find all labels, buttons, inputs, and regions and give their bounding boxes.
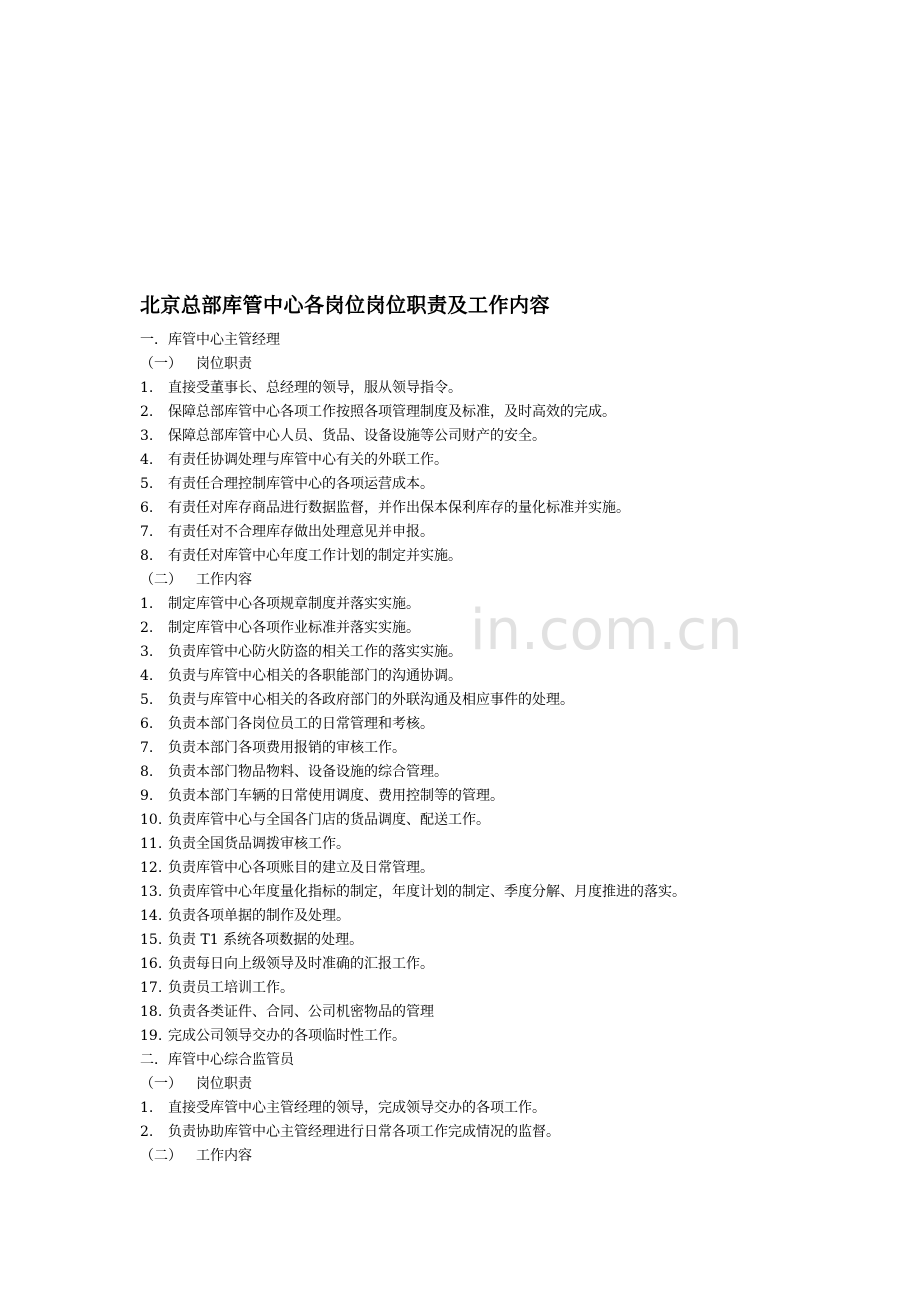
- list-item: [140, 472, 900, 496]
- list-item-number: 3.: [140, 644, 154, 660]
- list-item-text: 负责库管中心与全国各门店的货品调度、配送工作。: [168, 812, 490, 828]
- list-item: [140, 976, 900, 1000]
- list-item-number: 8.: [140, 764, 154, 780]
- list-item: [140, 880, 900, 904]
- list-item-text: 负责每日向上级领导及时准确的汇报工作。: [168, 956, 434, 972]
- list-item: [140, 640, 900, 664]
- list-item-text: 有责任对库管中心年度工作计划的制定并实施。: [168, 548, 462, 564]
- list-item-text: 保障总部库管中心各项工作按照各项管理制度及标准，及时高效的完成。: [168, 404, 616, 420]
- list-item-text: 负责全国货品调拨审核工作。: [168, 836, 350, 852]
- list-item-number: 1.: [140, 1100, 154, 1116]
- subsection-heading-text: 岗位职责: [196, 356, 252, 372]
- subsection-heading: [140, 1072, 900, 1096]
- list-item-text: 负责库管中心各项账目的建立及日常管理。: [168, 860, 434, 876]
- list-item-text: 有责任对不合理库存做出处理意见并申报。: [168, 524, 434, 540]
- list-item-number: 5.: [140, 476, 154, 492]
- list-item-text: 负责 T1 系统各项数据的处理。: [168, 932, 364, 948]
- list-item-text: 负责协助库管中心主管经理进行日常各项工作完成情况的监督。: [168, 1124, 560, 1140]
- list-item-text: 负责本部门物品物料、设备设施的综合管理。: [168, 764, 448, 780]
- list-item: [140, 1024, 900, 1048]
- list-item: [140, 424, 900, 448]
- list-item-text: 制定库管中心各项作业标准并落实实施。: [168, 620, 420, 636]
- document-body: [140, 328, 900, 1168]
- subsection-label: （一）: [140, 1076, 182, 1092]
- list-item-number: 2.: [140, 1124, 154, 1140]
- list-item: [140, 688, 900, 712]
- subsection-label: （一）: [140, 356, 182, 372]
- list-item-text: 负责各类证件、合同、公司机密物品的管理: [168, 1004, 434, 1020]
- list-item-number: 4.: [140, 668, 154, 684]
- list-item: [140, 592, 900, 616]
- list-item: [140, 760, 900, 784]
- list-item-text: 负责与库管中心相关的各政府部门的外联沟通及相应事件的处理。: [168, 692, 574, 708]
- list-item-number: 10.: [140, 812, 163, 828]
- section-heading-text: 一．库管中心主管经理: [140, 332, 280, 348]
- list-item: [140, 1096, 900, 1120]
- list-item-number: 4.: [140, 452, 154, 468]
- list-item: [140, 544, 900, 568]
- section-heading: [140, 1048, 900, 1072]
- list-item-number: 15.: [140, 932, 163, 948]
- list-item: [140, 664, 900, 688]
- list-item-number: 17.: [140, 980, 163, 996]
- list-item-text: 保障总部库管中心人员、货品、设备设施等公司财产的安全。: [168, 428, 546, 444]
- list-item-text: 有责任合理控制库管中心的各项运营成本。: [168, 476, 434, 492]
- list-item-number: 1.: [140, 596, 154, 612]
- list-item: [140, 904, 900, 928]
- list-item-text: 有责任对库存商品进行数据监督，并作出保本保利库存的量化标准并实施。: [168, 500, 630, 516]
- list-item-number: 7.: [140, 524, 154, 540]
- list-item-number: 9.: [140, 788, 154, 804]
- subsection-heading: [140, 1144, 900, 1168]
- list-item-number: 18.: [140, 1004, 163, 1020]
- list-item-number: 8.: [140, 548, 154, 564]
- list-item: [140, 400, 900, 424]
- list-item-number: 2.: [140, 404, 154, 420]
- list-item: [140, 784, 900, 808]
- list-item-text: 完成公司领导交办的各项临时性工作。: [168, 1028, 406, 1044]
- list-item-number: 5.: [140, 692, 154, 708]
- list-item-number: 6.: [140, 500, 154, 516]
- list-item: [140, 448, 900, 472]
- list-item-text: 负责本部门车辆的日常使用调度、费用控制等的管理。: [168, 788, 504, 804]
- list-item-text: 负责与库管中心相关的各职能部门的沟通协调。: [168, 668, 462, 684]
- list-item: [140, 928, 900, 952]
- list-item: [140, 856, 900, 880]
- list-item-text: 负责员工培训工作。: [168, 980, 294, 996]
- subsection-label: （二）: [140, 572, 182, 588]
- list-item: [140, 376, 900, 400]
- document-title: 北京总部库管中心各岗位岗位职责及工作内容: [140, 293, 550, 317]
- list-item-number: 16.: [140, 956, 163, 972]
- watermark: in.com.cn: [470, 598, 743, 663]
- list-item-number: 13.: [140, 884, 163, 900]
- subsection-label: （二）: [140, 1148, 182, 1164]
- list-item-text: 负责库管中心防火防盗的相关工作的落实实施。: [168, 644, 462, 660]
- list-item-number: 14.: [140, 908, 163, 924]
- list-item: [140, 1120, 900, 1144]
- list-item-number: 6.: [140, 716, 154, 732]
- list-item-text: 直接受董事长、总经理的领导，服从领导指令。: [168, 380, 462, 396]
- subsection-heading-text: 工作内容: [196, 572, 252, 588]
- list-item-text: 负责各项单据的制作及处理。: [168, 908, 350, 924]
- section-heading: [140, 328, 900, 352]
- subsection-heading-text: 工作内容: [196, 1148, 252, 1164]
- list-item-number: 12.: [140, 860, 163, 876]
- subsection-heading-text: 岗位职责: [196, 1076, 252, 1092]
- list-item-text: 负责本部门各岗位员工的日常管理和考核。: [168, 716, 434, 732]
- list-item-number: 1.: [140, 380, 154, 396]
- list-item-number: 2.: [140, 620, 154, 636]
- list-item-text: 制定库管中心各项规章制度并落实实施。: [168, 596, 420, 612]
- list-item: [140, 952, 900, 976]
- list-item: [140, 616, 900, 640]
- list-item: [140, 736, 900, 760]
- list-item-text: 直接受库管中心主管经理的领导，完成领导交办的各项工作。: [168, 1100, 546, 1116]
- list-item: [140, 832, 900, 856]
- list-item: [140, 1000, 900, 1024]
- list-item-number: 11.: [140, 836, 163, 852]
- list-item: [140, 808, 900, 832]
- list-item-text: 有责任协调处理与库管中心有关的外联工作。: [168, 452, 448, 468]
- list-item-number: 7.: [140, 740, 154, 756]
- list-item-number: 19.: [140, 1028, 163, 1044]
- subsection-heading: [140, 352, 900, 376]
- list-item-text: 负责库管中心年度量化指标的制定，年度计划的制定、季度分解、月度推进的落实。: [168, 884, 686, 900]
- section-heading-text: 二．库管中心综合监管员: [140, 1052, 294, 1068]
- subsection-heading: [140, 568, 900, 592]
- list-item: [140, 496, 900, 520]
- list-item-text: 负责本部门各项费用报销的审核工作。: [168, 740, 406, 756]
- list-item: [140, 520, 900, 544]
- list-item-number: 3.: [140, 428, 154, 444]
- list-item: [140, 712, 900, 736]
